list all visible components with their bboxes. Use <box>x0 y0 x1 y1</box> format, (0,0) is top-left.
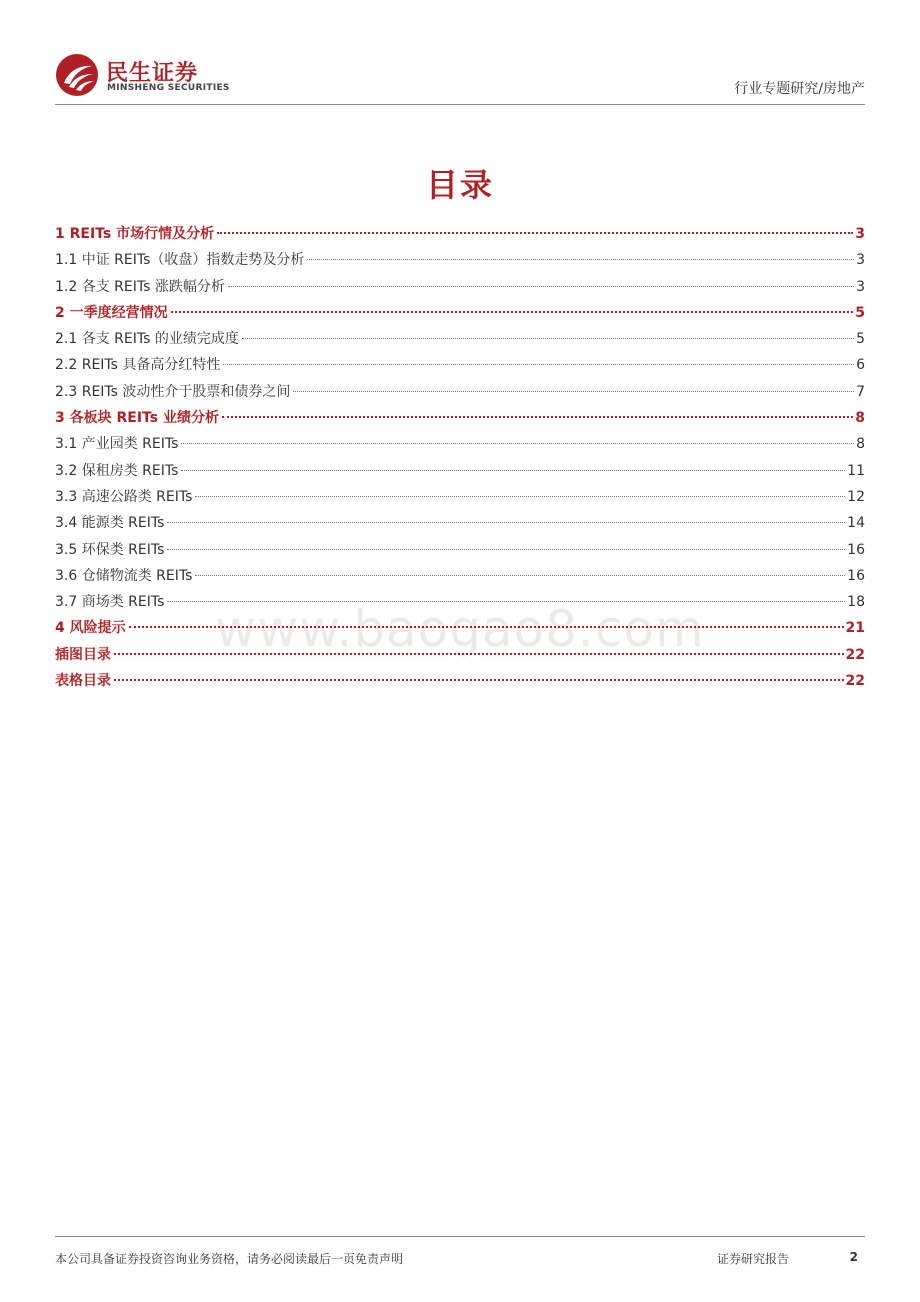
logo-english-name: MINSHENG SECURITIES <box>107 83 230 93</box>
toc-leader <box>307 259 854 260</box>
toc-entry[interactable] <box>55 274 865 300</box>
footer-page-number: 2 <box>849 1250 858 1264</box>
toc-entry[interactable] <box>55 510 865 536</box>
toc-entry-page: 16 <box>847 541 865 558</box>
toc-leader <box>222 416 853 418</box>
toc-entry[interactable] <box>55 484 865 510</box>
footer-divider <box>55 1236 865 1237</box>
toc-entry-page: 12 <box>847 488 865 505</box>
toc-entry-label: 1.2 各支 REITs 涨跌幅分析 <box>55 278 225 295</box>
toc-leader <box>114 679 844 681</box>
toc-entry[interactable] <box>55 379 865 405</box>
toc-entry-page: 22 <box>845 673 865 690</box>
footer-doc-type: 证券研究报告 <box>717 1252 790 1266</box>
toc-entry-page: 22 <box>845 646 865 663</box>
toc-leader <box>217 232 853 234</box>
toc-entry[interactable] <box>55 563 865 589</box>
toc-entry[interactable] <box>55 300 865 326</box>
toc-entry-label: 插图目录 <box>55 646 111 663</box>
toc-entry-page: 16 <box>847 567 865 584</box>
toc-entry[interactable] <box>55 458 865 484</box>
toc-entry-page: 11 <box>847 462 865 479</box>
toc-entry[interactable] <box>55 221 865 247</box>
toc-entry-page: 18 <box>847 594 865 611</box>
toc-entry-label: 3.4 能源类 REITs <box>55 515 165 532</box>
table-of-contents <box>55 221 865 694</box>
toc-entry[interactable] <box>55 642 865 668</box>
toc-entry[interactable] <box>55 615 865 641</box>
toc-entry-label: 3.7 商场类 REITs <box>55 594 165 611</box>
toc-entry-page: 14 <box>847 515 865 532</box>
toc-leader <box>167 522 845 523</box>
toc-entry-label: 3.1 产业园类 REITs <box>55 436 179 453</box>
report-category: 行业专题研究/房地产 <box>734 81 865 97</box>
toc-entry[interactable] <box>55 431 865 457</box>
toc-entry-label: 1.1 中证 REITs（收盘）指数走势及分析 <box>55 252 305 269</box>
toc-entry[interactable] <box>55 537 865 563</box>
watermark: www.baogao8.com <box>215 600 705 658</box>
toc-entry-page: 3 <box>856 278 865 295</box>
toc-entry-label: 2.2 REITs 具备高分红特性 <box>55 357 221 374</box>
footer-disclaimer: 本公司具备证券投资咨询业务资格，请务必阅读最后一页免责声明 <box>55 1252 404 1266</box>
header-divider <box>55 104 865 105</box>
toc-entry-label: 表格目录 <box>55 673 111 690</box>
logo-chinese-name: 民生证券 <box>106 61 199 86</box>
toc-entry-label: 1 REITs 市场行情及分析 <box>55 226 215 242</box>
toc-entry[interactable] <box>55 589 865 615</box>
toc-leader <box>167 549 845 550</box>
toc-entry[interactable] <box>55 405 865 431</box>
toc-leader <box>181 470 845 471</box>
toc-entry-page: 7 <box>856 383 865 400</box>
toc-entry[interactable] <box>55 668 865 694</box>
toc-entry-page: 5 <box>855 304 865 321</box>
toc-leader <box>114 653 844 655</box>
toc-entry-page: 3 <box>855 226 865 242</box>
toc-entry-label: 3.6 仓储物流类 REITs <box>55 567 193 584</box>
toc-entry-label: 3.2 保租房类 REITs <box>55 462 179 479</box>
toc-entry-label: 3.5 环保类 REITs <box>55 541 165 558</box>
toc-leader <box>195 496 845 497</box>
minsheng-logo-icon <box>55 53 99 97</box>
toc-entry-label: 2.3 REITs 波动性介于股票和债券之间 <box>55 383 291 400</box>
toc-entry[interactable] <box>55 247 865 273</box>
toc-entry-page: 8 <box>856 436 865 453</box>
toc-leader <box>223 364 854 365</box>
toc-entry-page: 21 <box>845 620 865 637</box>
toc-entry-label: 3 各板块 REITs 业绩分析 <box>55 410 219 427</box>
toc-entry[interactable] <box>55 352 865 378</box>
toc-entry-page: 3 <box>856 252 865 269</box>
toc-leader <box>171 311 854 313</box>
toc-leader <box>293 391 854 392</box>
toc-leader <box>181 443 854 444</box>
toc-entry-label: 2 一季度经营情况 <box>55 304 168 321</box>
toc-entry-label: 2.1 各支 REITs 的业绩完成度 <box>55 331 239 348</box>
toc-leader <box>129 626 844 628</box>
page-header <box>55 50 865 106</box>
toc-leader <box>167 601 845 602</box>
toc-leader <box>228 286 854 287</box>
toc-entry-label: 3.3 高速公路类 REITs <box>55 488 193 505</box>
toc-leader <box>195 575 845 576</box>
toc-entry-label: 4 风险提示 <box>55 620 126 637</box>
toc-title: 目录 <box>425 166 494 204</box>
toc-entry-page: 5 <box>856 331 865 348</box>
toc-entry-page: 8 <box>855 410 865 427</box>
toc-entry[interactable] <box>55 326 865 352</box>
toc-leader <box>242 338 854 339</box>
toc-entry-page: 6 <box>856 357 865 374</box>
